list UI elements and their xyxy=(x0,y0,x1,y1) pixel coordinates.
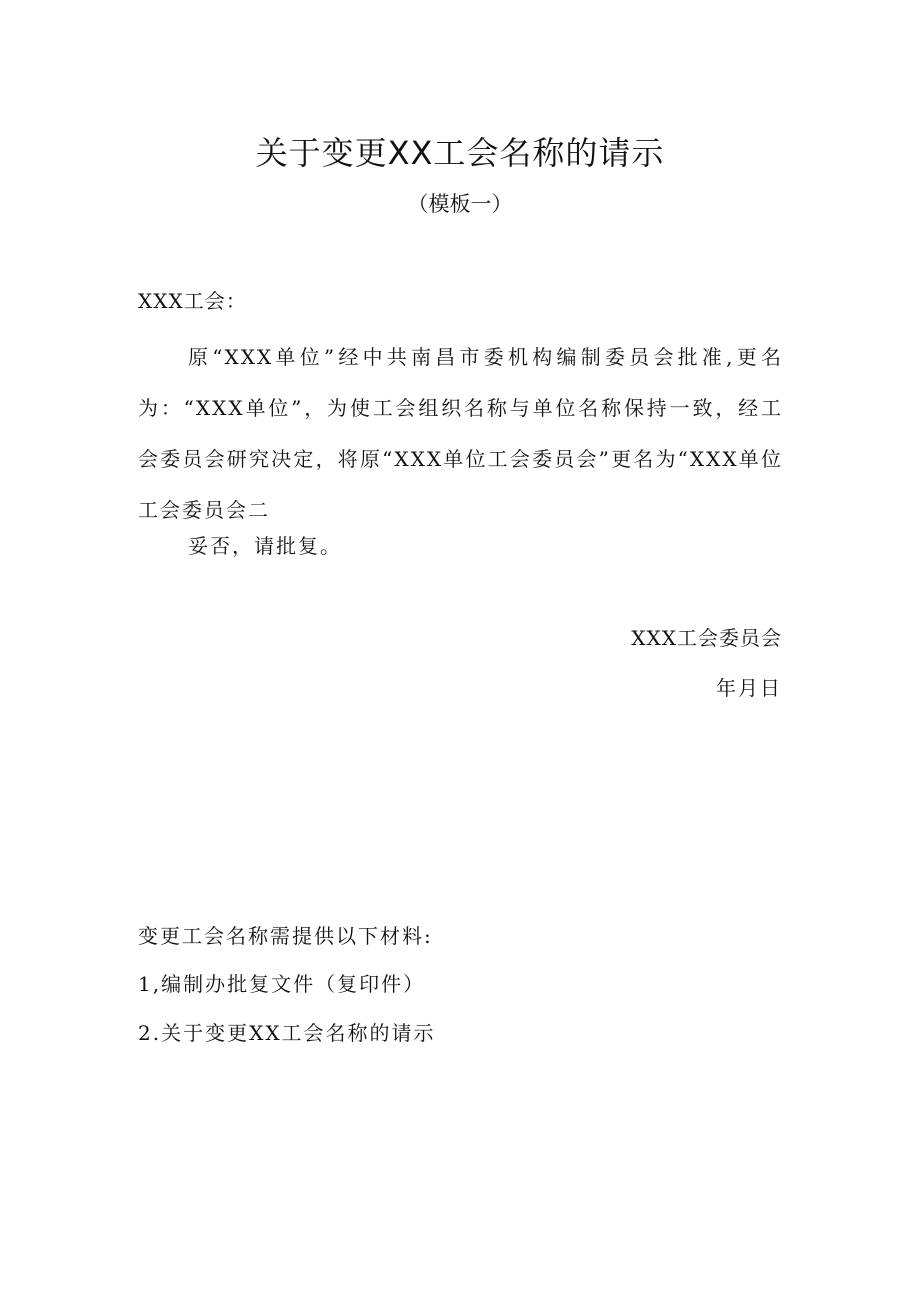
date-line: 年月日 xyxy=(716,676,782,700)
materials-list xyxy=(138,968,436,1066)
closing-line: 妥否，请批复。 xyxy=(188,534,342,558)
body-paragraph: 原“XXX单位”经中共南昌市委机构编制委员会批准,更名为：“XXX单位”，为使工会组织名称与单位名称保持一致，经工会委员会研究决定，将原“XXX单位工会委员会”更名为“XXX单位工会委员会二 xyxy=(138,345,783,522)
materials-heading: 变更工会名称需提供以下材料: xyxy=(138,924,433,948)
signature: XXX工会委员会 xyxy=(631,626,782,650)
document-title: 关于变更XX工会名称的请示 xyxy=(255,134,665,172)
materials-item: 2.关于变更XX工会名称的请示 xyxy=(138,1021,436,1045)
salutation: XXX工会： xyxy=(138,289,247,313)
document-subtitle: （模板一） xyxy=(407,192,513,216)
materials-item: 1,编制办批复文件（复印件） xyxy=(138,972,426,996)
